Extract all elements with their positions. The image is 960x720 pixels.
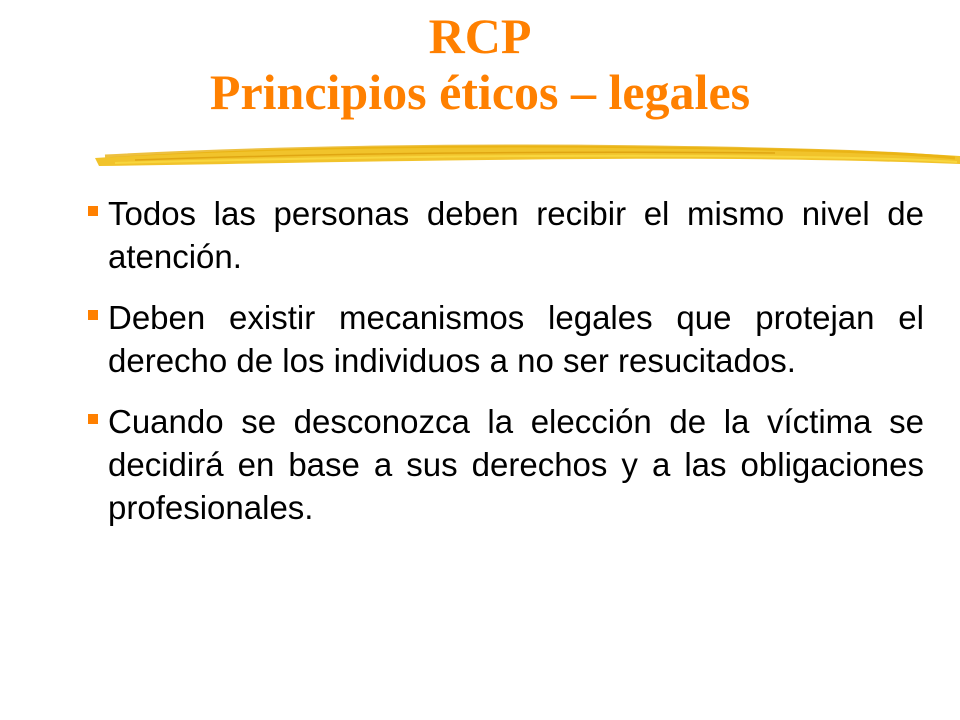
square-bullet-icon — [88, 310, 98, 320]
bullet-item — [84, 400, 924, 529]
title-underline-brush — [95, 136, 960, 176]
bullet-text: Cuando se desconozca la elección de la víctima se decidirá en base a sus derechos y a las obligaciones profesionales. — [108, 403, 924, 526]
square-bullet-icon — [88, 206, 98, 216]
bullet-list — [84, 192, 924, 547]
square-bullet-icon — [88, 414, 98, 424]
bullet-item — [84, 192, 924, 278]
bullet-item — [84, 296, 924, 382]
title-line-1: RCP — [428, 8, 532, 64]
slide-title — [0, 8, 960, 120]
bullet-text: Todos las personas deben recibir el mismo nivel de atención. — [108, 195, 924, 275]
title-line-2: Principios éticos – legales — [209, 64, 751, 120]
bullet-text: Deben existir mecanismos legales que protejan el derecho de los individuos a no ser resucitados. — [108, 299, 924, 379]
